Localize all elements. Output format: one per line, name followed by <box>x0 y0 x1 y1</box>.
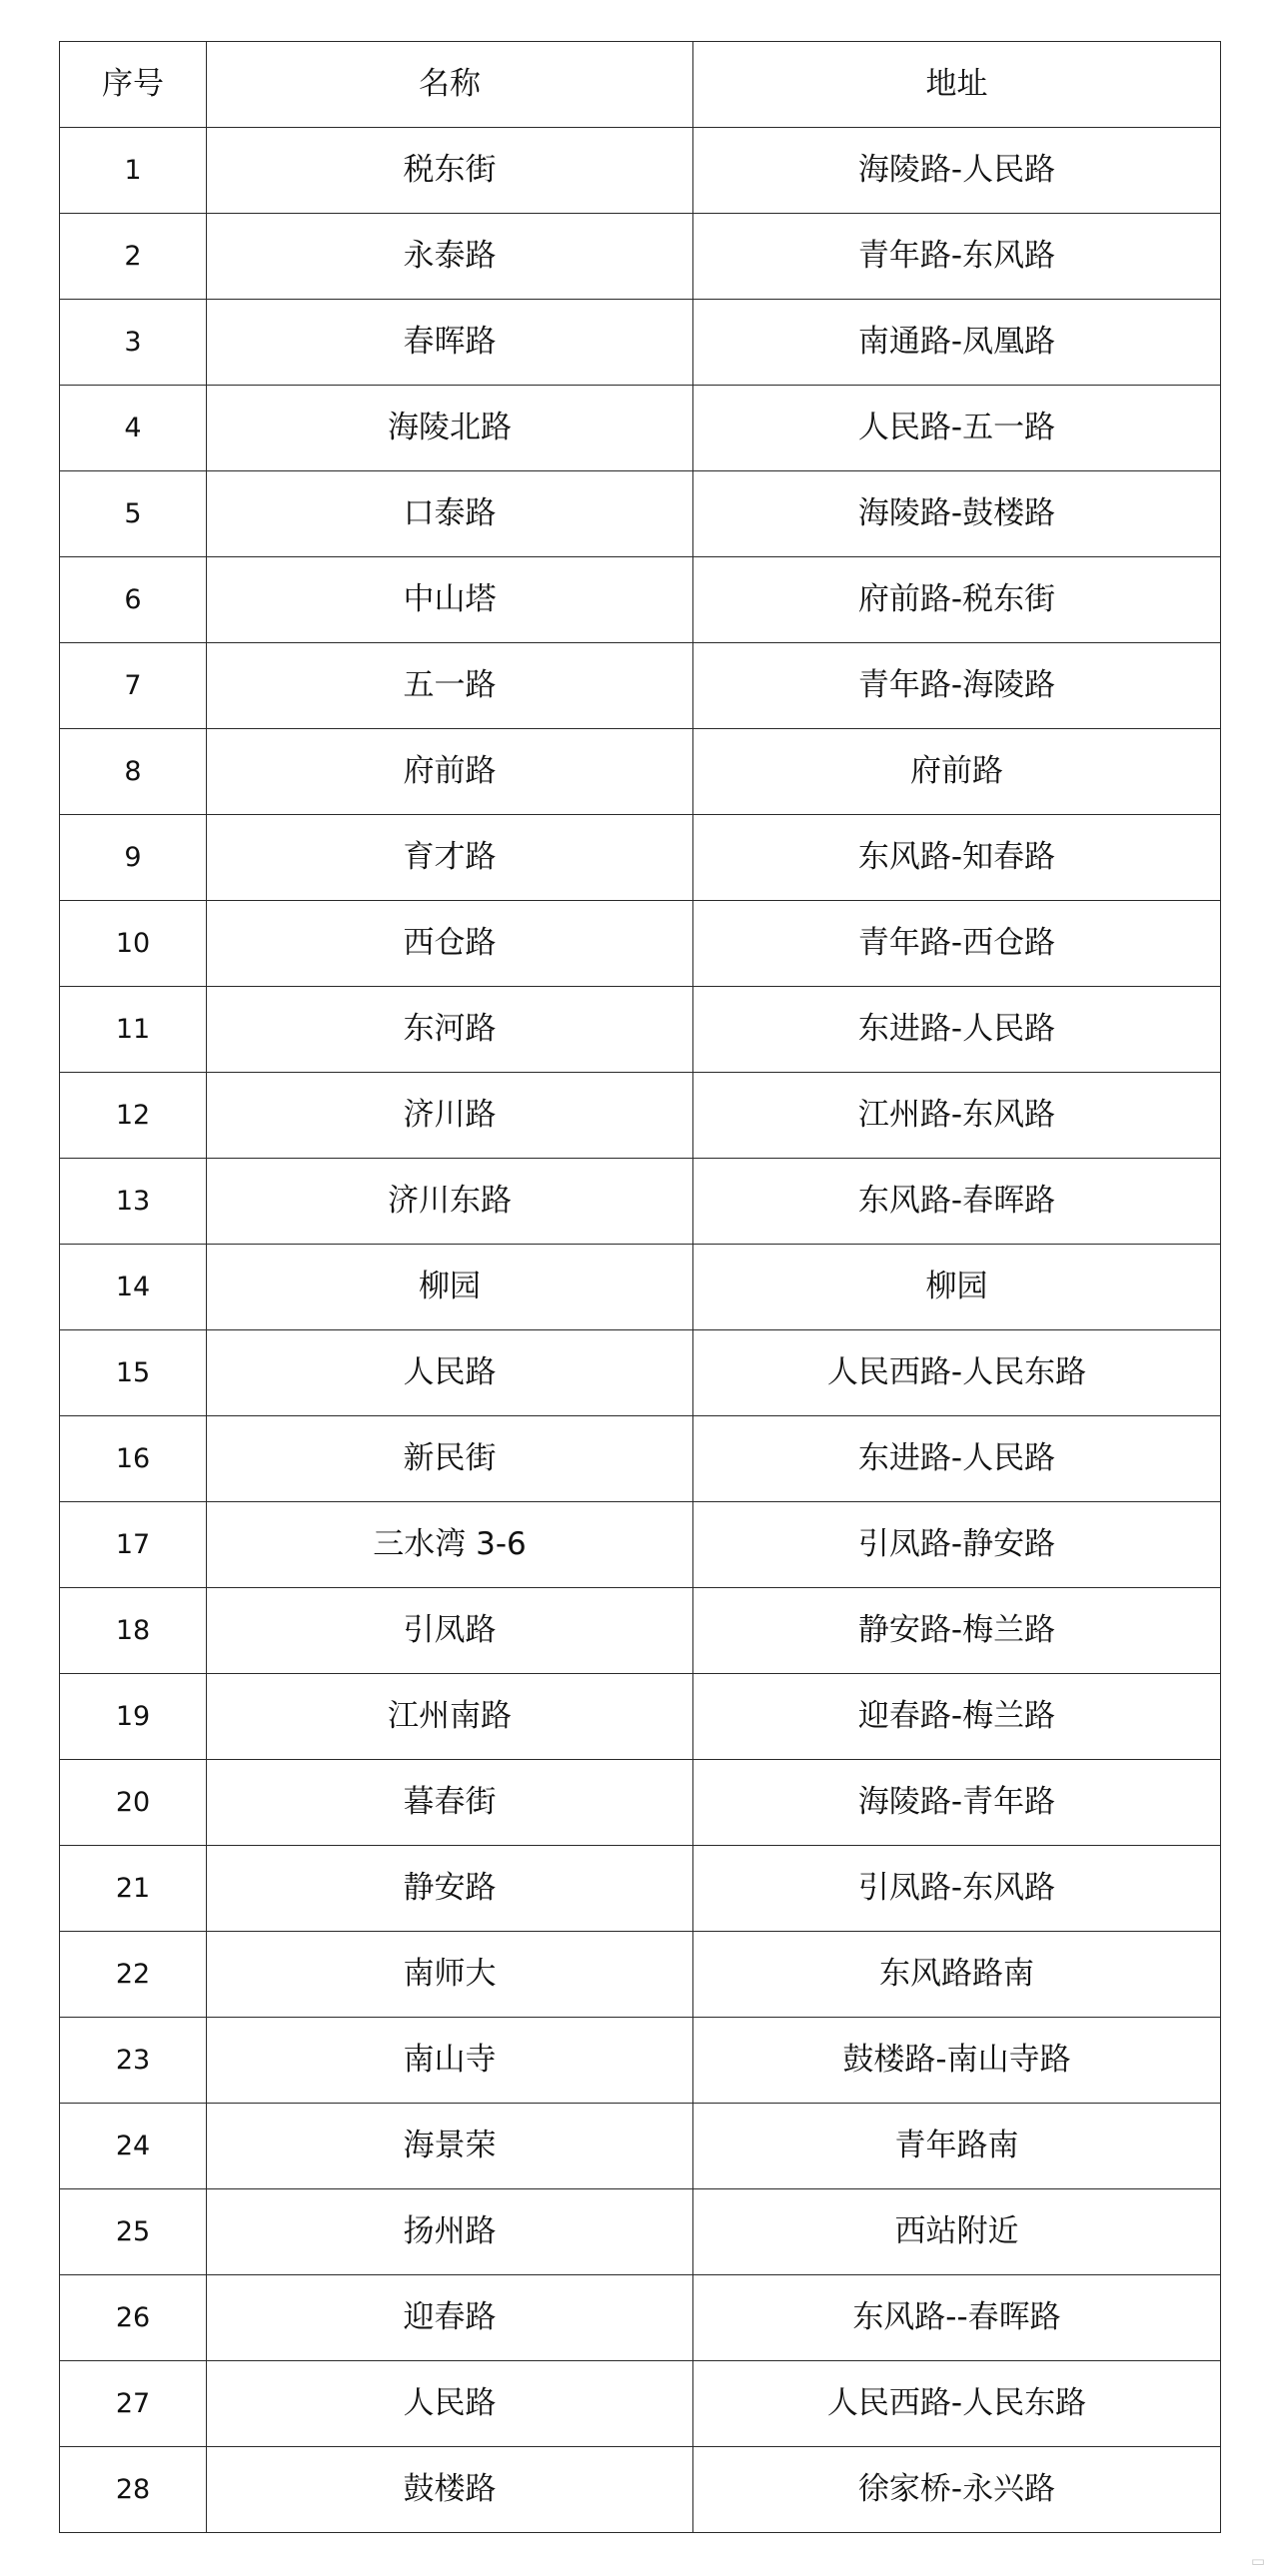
table-row <box>60 1674 1221 1760</box>
road-name-cell: 人民路 <box>207 2361 693 2447</box>
row-number-cell: 22 <box>60 1932 207 2018</box>
table-row <box>60 1932 1221 2018</box>
table-row <box>60 1330 1221 1416</box>
road-name-cell: 西仓路 <box>207 901 693 987</box>
row-number-cell: 10 <box>60 901 207 987</box>
row-number-cell: 19 <box>60 1674 207 1760</box>
road-address-cell: 鼓楼路-南山寺路 <box>693 2018 1221 2104</box>
road-address-cell: 南通路-凤凰路 <box>693 300 1221 386</box>
road-name-cell: 南师大 <box>207 1932 693 2018</box>
watermark-logo: ▭ <box>1250 2552 1265 2570</box>
row-number-cell: 24 <box>60 2104 207 2189</box>
road-list-table <box>59 41 1221 2533</box>
row-number-cell: 21 <box>60 1846 207 1932</box>
table-row <box>60 1073 1221 1159</box>
road-address-cell: 人民西路-人民东路 <box>693 1330 1221 1416</box>
road-address-cell: 引凤路-东风路 <box>693 1846 1221 1932</box>
row-number-cell: 1 <box>60 128 207 214</box>
road-address-cell: 引凤路-静安路 <box>693 1502 1221 1588</box>
road-address-cell: 府前路-税东街 <box>693 557 1221 643</box>
table-row <box>60 471 1221 557</box>
road-address-cell: 江州路-东风路 <box>693 1073 1221 1159</box>
road-name-cell: 鼓楼路 <box>207 2447 693 2533</box>
road-address-cell: 海陵路-人民路 <box>693 128 1221 214</box>
road-name-cell: 五一路 <box>207 643 693 729</box>
road-name-cell: 春晖路 <box>207 300 693 386</box>
table-row <box>60 1502 1221 1588</box>
table-header <box>60 42 1221 128</box>
road-name-cell: 海景荣 <box>207 2104 693 2189</box>
table-row <box>60 987 1221 1073</box>
row-number-cell: 17 <box>60 1502 207 1588</box>
row-number-cell: 14 <box>60 1245 207 1330</box>
road-address-cell: 西站附近 <box>693 2189 1221 2275</box>
road-address-cell: 府前路 <box>693 729 1221 815</box>
table-row <box>60 2104 1221 2189</box>
road-name-cell: 柳园 <box>207 1245 693 1330</box>
road-name-cell: 府前路 <box>207 729 693 815</box>
row-number-cell: 11 <box>60 987 207 1073</box>
row-number-cell: 4 <box>60 386 207 471</box>
table-body <box>60 128 1221 2533</box>
road-name-cell: 济川东路 <box>207 1159 693 1245</box>
road-name-cell: 静安路 <box>207 1846 693 1932</box>
road-address-cell: 迎春路-梅兰路 <box>693 1674 1221 1760</box>
road-name-cell: 迎春路 <box>207 2275 693 2361</box>
row-number-cell: 13 <box>60 1159 207 1245</box>
row-number-cell: 5 <box>60 471 207 557</box>
row-number-cell: 26 <box>60 2275 207 2361</box>
road-address-cell: 海陵路-青年路 <box>693 1760 1221 1846</box>
row-number-cell: 2 <box>60 214 207 300</box>
row-number-cell: 23 <box>60 2018 207 2104</box>
road-name-cell: 江州南路 <box>207 1674 693 1760</box>
road-address-cell: 人民西路-人民东路 <box>693 2361 1221 2447</box>
road-address-cell: 东风路-知春路 <box>693 815 1221 901</box>
road-address-cell: 东进路-人民路 <box>693 1416 1221 1502</box>
road-address-cell: 东风路--春晖路 <box>693 2275 1221 2361</box>
table-row <box>60 729 1221 815</box>
table-row <box>60 1416 1221 1502</box>
road-address-cell: 海陵路-鼓楼路 <box>693 471 1221 557</box>
road-name-cell: 税东街 <box>207 128 693 214</box>
table-row <box>60 386 1221 471</box>
row-number-cell: 18 <box>60 1588 207 1674</box>
road-address-cell: 人民路-五一路 <box>693 386 1221 471</box>
road-name-cell: 人民路 <box>207 1330 693 1416</box>
row-number-cell: 7 <box>60 643 207 729</box>
row-number-cell: 8 <box>60 729 207 815</box>
row-number-cell: 12 <box>60 1073 207 1159</box>
header-row <box>60 42 1221 128</box>
row-number-cell: 3 <box>60 300 207 386</box>
table-row <box>60 1846 1221 1932</box>
road-name-cell: 南山寺 <box>207 2018 693 2104</box>
table-row <box>60 815 1221 901</box>
table-row <box>60 214 1221 300</box>
road-name-cell: 海陵北路 <box>207 386 693 471</box>
road-name-cell: 永泰路 <box>207 214 693 300</box>
table-row <box>60 2275 1221 2361</box>
road-name-cell: 口泰路 <box>207 471 693 557</box>
road-name-cell: 暮春街 <box>207 1760 693 1846</box>
road-address-cell: 东风路路南 <box>693 1932 1221 2018</box>
road-address-cell: 青年路-海陵路 <box>693 643 1221 729</box>
road-address-cell: 青年路-西仓路 <box>693 901 1221 987</box>
road-address-cell: 青年路南 <box>693 2104 1221 2189</box>
row-number-cell: 15 <box>60 1330 207 1416</box>
road-name-cell: 新民街 <box>207 1416 693 1502</box>
row-number-cell: 16 <box>60 1416 207 1502</box>
table-row <box>60 2361 1221 2447</box>
road-address-cell: 东风路-春晖路 <box>693 1159 1221 1245</box>
road-list-table-container <box>59 41 1220 2533</box>
table-row <box>60 2018 1221 2104</box>
table-row <box>60 643 1221 729</box>
road-address-cell: 静安路-梅兰路 <box>693 1588 1221 1674</box>
table-row <box>60 1760 1221 1846</box>
table-row <box>60 128 1221 214</box>
road-name-cell: 扬州路 <box>207 2189 693 2275</box>
header-name: 名称 <box>207 42 693 128</box>
road-address-cell: 东进路-人民路 <box>693 987 1221 1073</box>
road-address-cell: 青年路-东风路 <box>693 214 1221 300</box>
row-number-cell: 20 <box>60 1760 207 1846</box>
road-name-cell: 三水湾 3-6 <box>207 1502 693 1588</box>
header-number: 序号 <box>60 42 207 128</box>
row-number-cell: 27 <box>60 2361 207 2447</box>
table-row <box>60 1159 1221 1245</box>
row-number-cell: 25 <box>60 2189 207 2275</box>
road-name-cell: 引凤路 <box>207 1588 693 1674</box>
table-row <box>60 901 1221 987</box>
table-row <box>60 1245 1221 1330</box>
road-name-cell: 中山塔 <box>207 557 693 643</box>
row-number-cell: 6 <box>60 557 207 643</box>
header-address: 地址 <box>693 42 1221 128</box>
table-row <box>60 1588 1221 1674</box>
row-number-cell: 9 <box>60 815 207 901</box>
road-address-cell: 徐家桥-永兴路 <box>693 2447 1221 2533</box>
table-row <box>60 2189 1221 2275</box>
road-address-cell: 柳园 <box>693 1245 1221 1330</box>
road-name-cell: 济川路 <box>207 1073 693 1159</box>
road-name-cell: 育才路 <box>207 815 693 901</box>
table-row <box>60 300 1221 386</box>
road-name-cell: 东河路 <box>207 987 693 1073</box>
table-row <box>60 2447 1221 2533</box>
table-row <box>60 557 1221 643</box>
row-number-cell: 28 <box>60 2447 207 2533</box>
